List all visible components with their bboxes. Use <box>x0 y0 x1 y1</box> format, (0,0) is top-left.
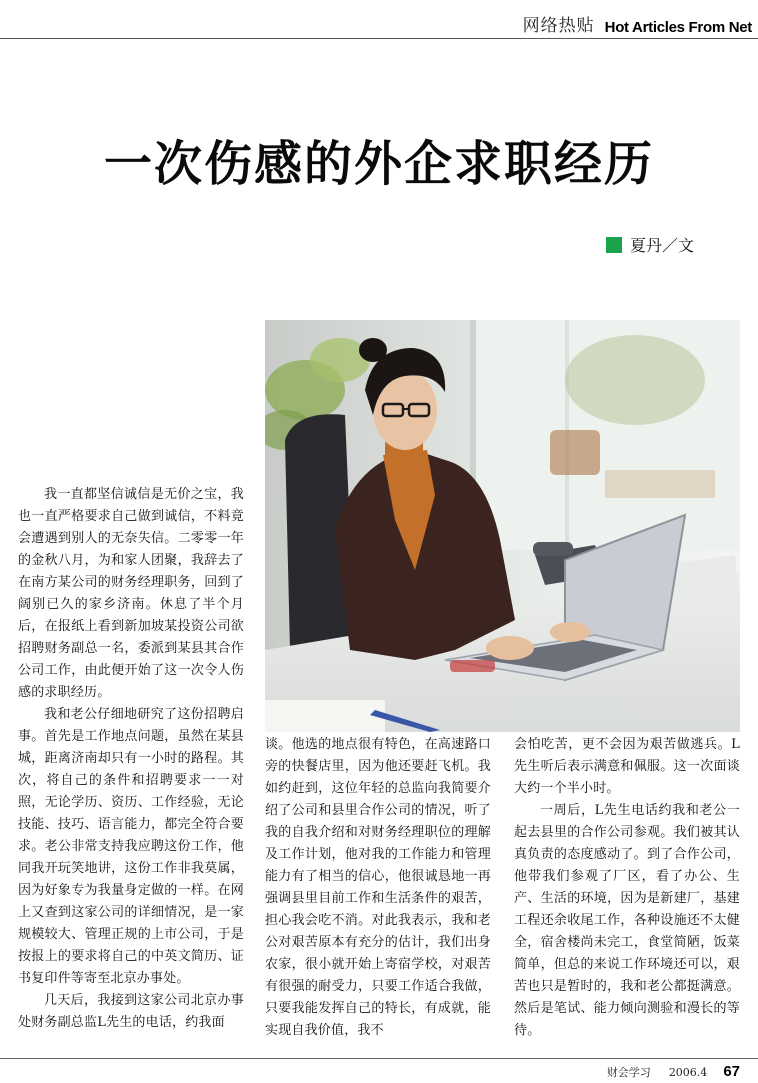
author-name: 夏丹／文 <box>630 236 695 255</box>
journal-name: 财会学习 <box>606 1066 651 1079</box>
section-header <box>523 8 752 36</box>
text-column-3 <box>514 734 740 1042</box>
paragraph: 几天后，我接到这家公司北京办事处财务副总监L先生的电话，约我面 <box>18 993 244 1030</box>
article-photo <box>265 320 740 732</box>
issue-date: 2006.4 <box>668 1066 708 1079</box>
page-number: 67 <box>723 1063 740 1080</box>
author-byline <box>606 233 694 256</box>
paragraph: 我一直都坚信诚信是无价之宝，我也一直严格要求自己做到诚信，不料竟会遭遇到别人的无奈失信。二零零一年的金秋八月，为和家人团聚，我辞去了在南方某公司的财务经理职务，回到了阔别已久的家乡济南。休息了半个月后，在报纸上看到新加坡某投资公司欲招聘财务副总一名，委派到某县其合作公司工作，由此便开始了这一次令人伤感的求职经历。 <box>18 487 244 700</box>
paragraph: 我和老公仔细地研究了这份招聘启事。首先是工作地点问题，虽然在某县城，距离济南却只有一小时的路程。其次，将自己的条件和招聘要求一一对照，无论学历、资历、工作经验，无论技能、技巧、语言能力，都完全符合要求。老公非常支持我应聘这份工作，他同我开玩笑地讲，这份工作非我莫属，因为好象专为我量身定做的一样。在网上又查到这家公司的详细情况，是一家规模较大、管理正规的上市公司，于是按报上的要求将自己的中英文简历、证书复印件等寄至北京办事处。 <box>18 707 244 986</box>
paragraph: 一周后，L先生电话约我和老公一起去县里的合作公司参观。我们被其认真负责的态度感动了。到了合作公司，他带我们参观了厂区，看了办公、生产、生活的环境，因为是新建厂，基建工程还余收尾工作，各种设施还不太健全，宿舍楼尚未完工，食堂简陋，饭菜简单，但总的来说工作环境还可以，艰苦也只是暂时的，我和老公都挺满意。然后是笔试、能力倾向测验和漫长的等待。 <box>514 803 740 1038</box>
article-title: 一次伤感的外企求职经历 <box>103 136 654 192</box>
text-column-2 <box>265 734 491 1042</box>
green-square-icon <box>606 237 622 253</box>
footer-divider <box>0 1058 758 1059</box>
woman-at-laptop-illustration <box>265 320 740 732</box>
header-divider <box>0 38 758 39</box>
text-column-1 <box>18 484 244 1034</box>
section-title-en: Hot Articles From Net <box>604 19 752 36</box>
section-title-cn: 网络热贴 <box>522 16 595 36</box>
page-footer <box>607 1063 740 1080</box>
paragraph-continued: 会怕吃苦，更不会因为艰苦做逃兵。L先生听后表示满意和佩服。这一次面谈大约一个半小时。 <box>514 737 740 796</box>
paragraph-continued: 谈。他选的地点很有特色，在高速路口旁的快餐店里，因为他还要赶飞机。我如约赶到，这位年轻的总监向我简要介绍了公司和县里合作公司的情况，听了我的自我介绍和对财务经理职位的理解及工作计划，他对我的工作能力和管理能力有了相当的信心，他很诚恳地一再强调县里目前工作和生活条件的艰苦，担心我会吃不消。对此我表示，我和老公对艰苦原本有充分的估计，我们出身农家，很小就开始上寄宿学校，对艰苦有很强的耐受力，只要工作适合我做，只要我能发挥自己的特长，有成就，能实现自我价值，我不 <box>265 737 491 1038</box>
